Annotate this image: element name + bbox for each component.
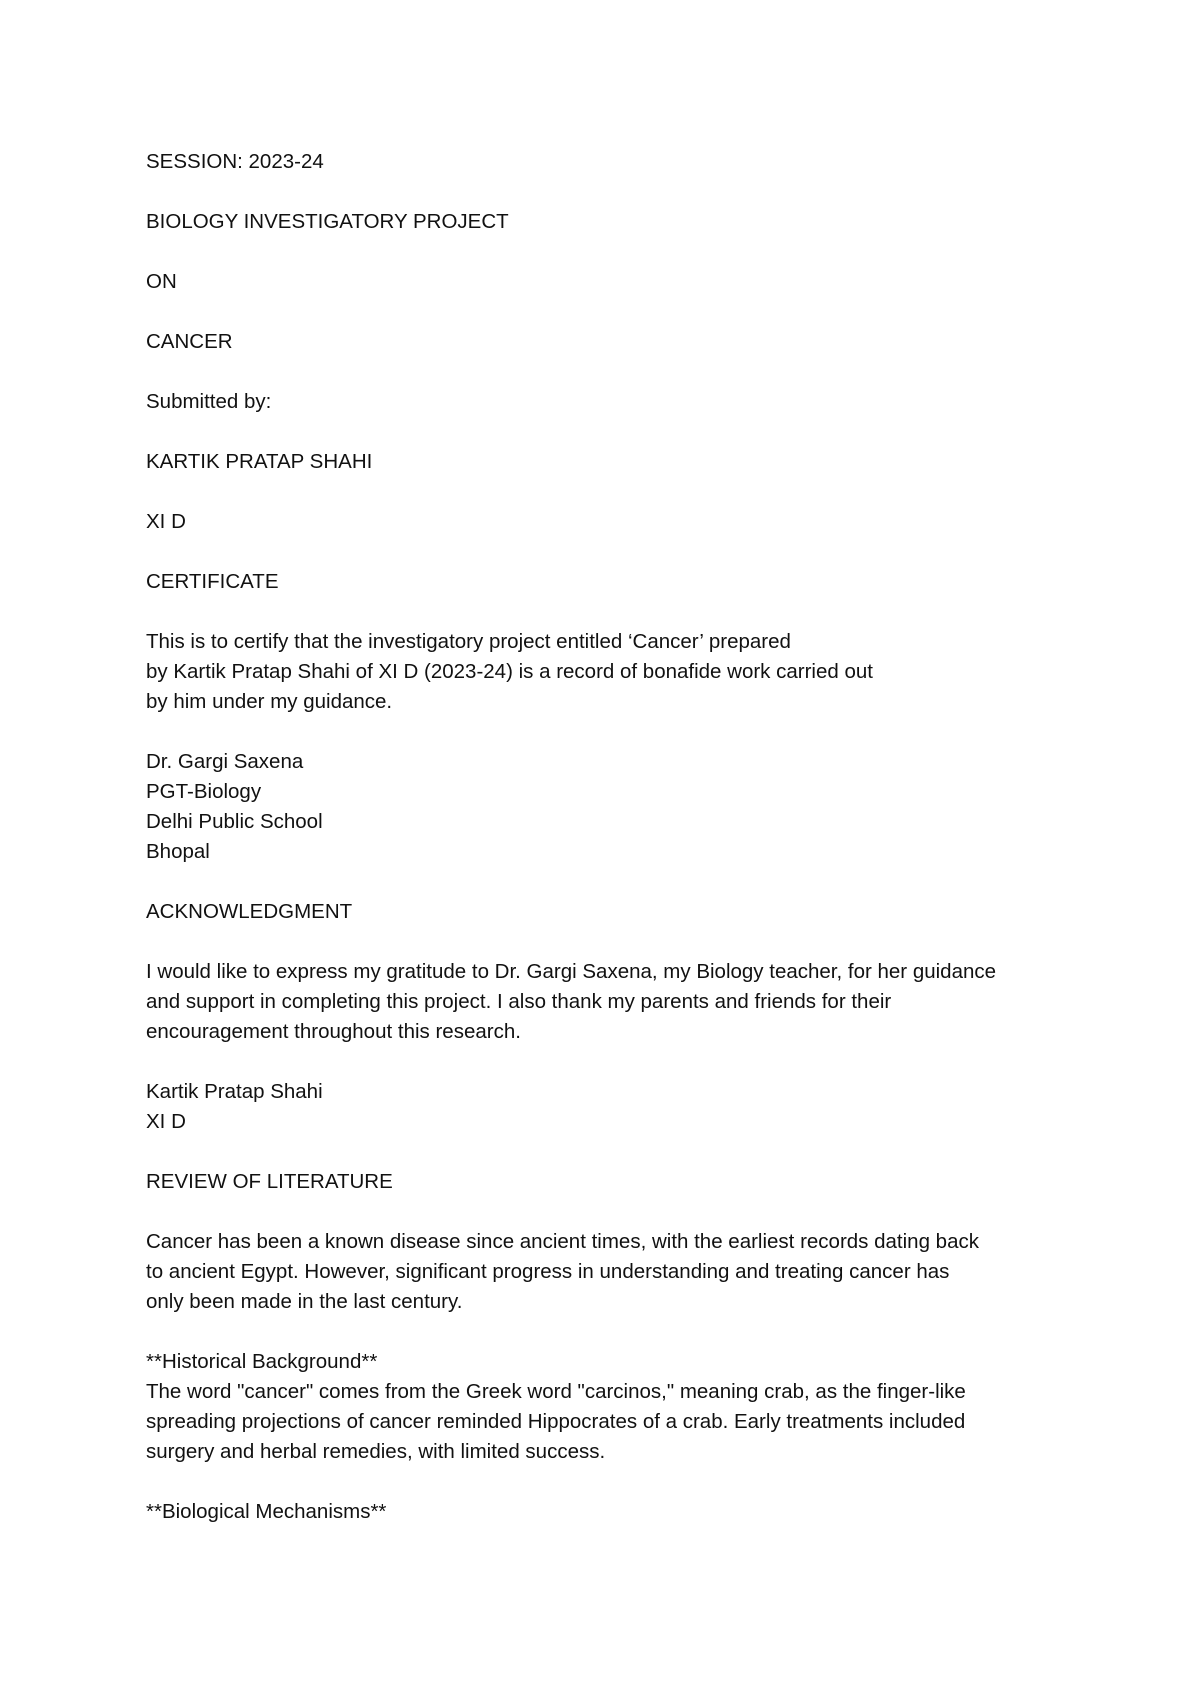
school-name: Delhi Public School bbox=[146, 810, 323, 833]
signature-name: Kartik Pratap Shahi bbox=[146, 1080, 323, 1103]
historical-line: The word "cancer" comes from the Greek word "carcinos," meaning crab, as the finger-like bbox=[146, 1380, 966, 1403]
biological-heading: **Biological Mechanisms** bbox=[146, 1500, 387, 1523]
certificate-line: by him under my guidance. bbox=[146, 690, 393, 713]
project-title: BIOLOGY INVESTIGATORY PROJECT bbox=[146, 210, 509, 233]
school-city: Bhopal bbox=[146, 840, 210, 863]
session-line: SESSION: 2023-24 bbox=[146, 150, 324, 173]
historical-heading: **Historical Background** bbox=[146, 1350, 378, 1373]
submitted-by-label: Submitted by: bbox=[146, 390, 272, 413]
review-line: only been made in the last century. bbox=[146, 1290, 463, 1313]
review-line: Cancer has been a known disease since ancient times, with the earliest records dating back bbox=[146, 1230, 979, 1253]
historical-paragraph bbox=[146, 1347, 1076, 1467]
review-heading: REVIEW OF LITERATURE bbox=[146, 1170, 393, 1193]
teacher-designation: PGT-Biology bbox=[146, 780, 262, 803]
historical-line: spreading projections of cancer reminded Hippocrates of a crab. Early treatments included bbox=[146, 1410, 966, 1433]
review-paragraph bbox=[146, 1227, 1076, 1317]
teacher-block bbox=[146, 747, 1076, 867]
historical-line: surgery and herbal remedies, with limited success. bbox=[146, 1440, 606, 1463]
acknowledgment-paragraph bbox=[146, 957, 1076, 1047]
on-line: ON bbox=[146, 270, 177, 293]
document-body bbox=[146, 147, 1076, 1557]
topic-title: CANCER bbox=[146, 330, 233, 353]
student-class: XI D bbox=[146, 510, 186, 533]
signature-class: XI D bbox=[146, 1110, 186, 1133]
acknowledgment-line: encouragement throughout this research. bbox=[146, 1020, 521, 1043]
review-line: to ancient Egypt. However, significant progress in understanding and treating cancer has bbox=[146, 1260, 950, 1283]
acknowledgment-line: I would like to express my gratitude to Dr. Gargi Saxena, my Biology teacher, for her guidance bbox=[146, 960, 997, 983]
certificate-paragraph bbox=[146, 627, 1076, 717]
signature-block bbox=[146, 1077, 1076, 1137]
student-name: KARTIK PRATAP SHAHI bbox=[146, 450, 373, 473]
certificate-line: by Kartik Pratap Shahi of XI D (2023-24) is a record of bonafide work carried out bbox=[146, 660, 873, 683]
teacher-name: Dr. Gargi Saxena bbox=[146, 750, 304, 773]
certificate-heading: CERTIFICATE bbox=[146, 570, 279, 593]
certificate-line: This is to certify that the investigatory project entitled ‘Cancer’ prepared bbox=[146, 630, 791, 653]
acknowledgment-heading: ACKNOWLEDGMENT bbox=[146, 900, 353, 923]
acknowledgment-line: and support in completing this project. I also thank my parents and friends for their bbox=[146, 990, 892, 1013]
